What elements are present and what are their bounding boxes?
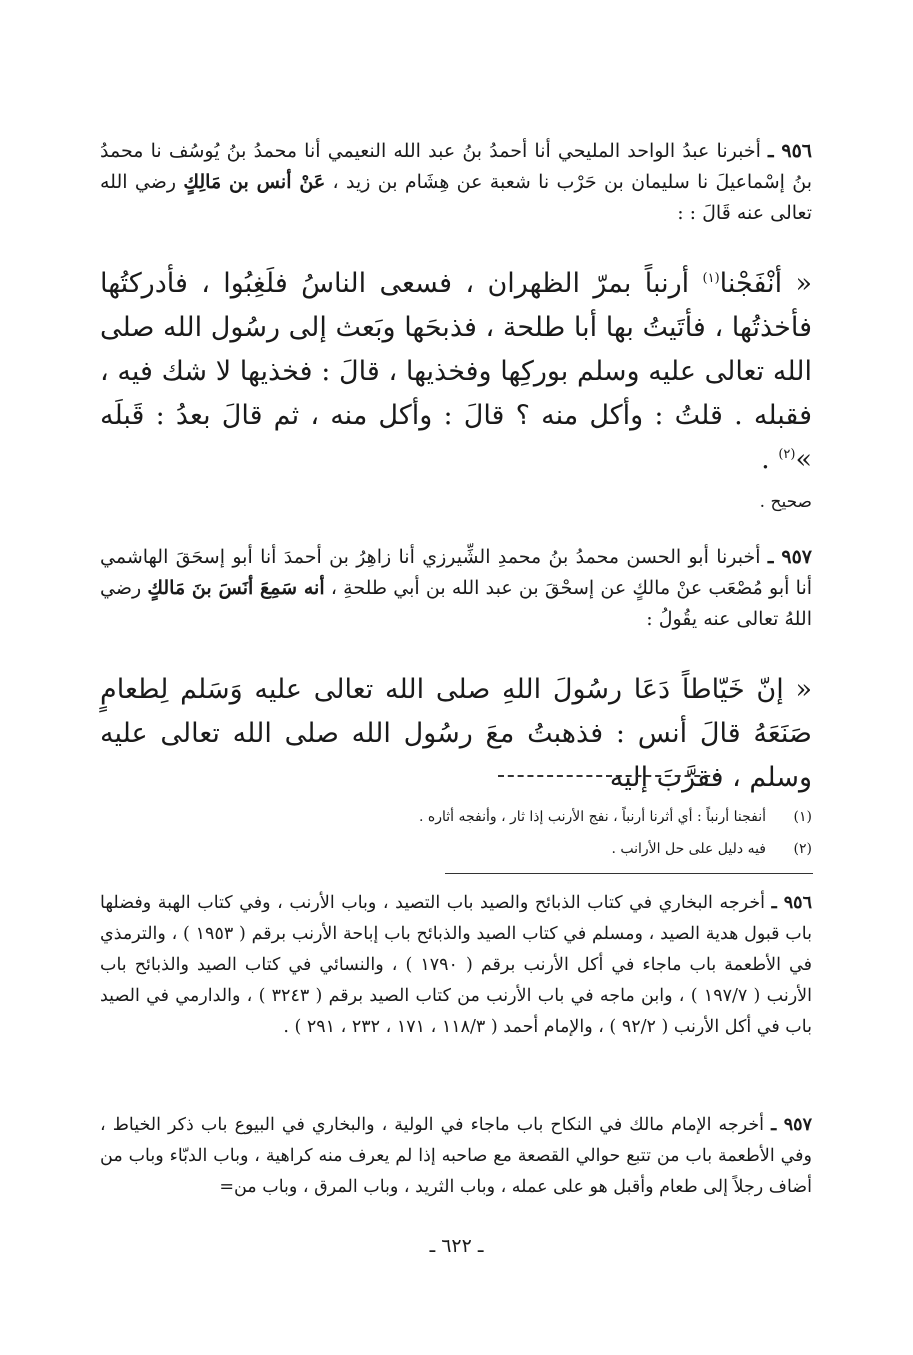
- page-number: ـ ٦٢٢ ـ: [429, 1235, 484, 1257]
- footnote-1-number: (١): [793, 809, 812, 825]
- footnote-2: [100, 838, 812, 860]
- hadith-956-matn-start: « أنْفَجْنا: [719, 268, 812, 299]
- continuation-divider: [498, 775, 720, 777]
- hadith-956-number: ٩٥٦ ـ: [768, 140, 812, 162]
- footnote-ref-2[interactable]: (٢): [778, 447, 796, 462]
- takhrij-957-text: أخرجه الإمام مالك في النكاح باب ماجاء في الولية ، والبخاري في البيوع باب ذكر الخياط ، وفي الأطعمة باب من تتبع حوالي القصعة مع صاحبه إذا لم يعرف منه كراهية ، وباب الدبّاء وباب من أضاف رجلاً إلى طعام وأقبل هو على عمله ، وباب الثريد ، وباب المرق ، وباب من=: [100, 1115, 812, 1197]
- hadith-956-matn: [100, 262, 812, 482]
- hadith-956-isnad-end: رضي الله تعالى عنه قَالَ : :: [100, 171, 812, 224]
- footnote-1-text: أنفجنا أرنباً : أي أثرنا أرنباً ، نفج الأرنب إذا ثار ، وأنفجه أثاره .: [418, 809, 766, 825]
- hadith-957-isnad: [100, 542, 812, 635]
- takhrij-956: [100, 888, 812, 1043]
- footnote-1: [100, 806, 812, 828]
- footnote-2-number: (٢): [793, 841, 812, 857]
- hadith-956-isnad: [100, 136, 812, 229]
- hadith-956-grade: [100, 492, 812, 512]
- hadith-957-narrator: أنه سَمِعَ أنَسَ بنَ مَالكٍ: [147, 577, 325, 599]
- footnote-ref-1[interactable]: (١): [702, 271, 720, 286]
- grade-label: صحيح .: [759, 492, 812, 512]
- takhrij-956-text: أخرجه البخاري في كتاب الذبائح والصيد باب التصيد ، وباب الأرنب ، وفي كتاب الهبة وفضلها باب قبول هدية الصيد ، ومسلم في كتاب الصيد والذبائح باب إباحة الأرنب برقم ( ١٩٥٣ ) ، والترمذي في الأطعمة باب ماجاء في أكل الأرنب برقم ( ١٧٩٠ ) ، والنسائي في كتاب الصيد والذبائح باب الأرنب ( ١٩٧/٧ ) ، وابن ماجه في باب الأرنب من كتاب الصيد برقم ( ٣٢٤٣ ) ، والدارمي في الصيد باب في أكل الأرنب ( ٩٢/٢ ) ، والإمام أحمد ( ١١٨/٣ ، ١٧١ ، ٢٣٢ ، ٢٩١ ) .: [100, 893, 812, 1037]
- hadith-956-matn-text: أرنباً بمرّ الظهران ، فسعى الناسُ فلَغِبُوا ، فأدركتُها فأخذتُها ، فأتَيتُ بها أبا طلحة ، فذبحَها وبَعث إلى رسُول الله صلى الله تعالى عليه وسلم بوركِها وفخذيها ، قالَ : فخذيها لا شك فيه ، فقبله . قلتُ : وأكل منه ؟ قالَ : وأكل منه ، ثم قالَ بعدُ : قَبلَه »: [100, 268, 812, 475]
- takhrij-957-number: ٩٥٧ ـ: [771, 1115, 812, 1135]
- hadith-956-isnad-text: أخبرنا عبدُ الواحد المليحي أنا أحمدُ بنُ عبد الله النعيمي أنا محمدُ بنُ يُوسُف نا محمدُ بنُ إسْماعيلَ نا سليمان بن حَرْب نا شعبة عن هِشَام بن زيد ،: [100, 140, 812, 193]
- takhrij-956-number: ٩٥٦ ـ: [771, 893, 812, 913]
- hadith-957-matn-text: « إنّ خَيّاطاً دَعَا رسُولَ اللهِ صلى الله تعالى عليه وَسَلم لِطعامٍ صَنَعَهُ قالَ أنس : فذهبتُ معَ رسُول الله صلى الله تعالى عليه وسلم ، فقرَّبَ إليه: [100, 674, 812, 793]
- footnote-separator: [445, 873, 813, 874]
- hadith-957-number: ٩٥٧ ـ: [767, 546, 812, 568]
- hadith-956-matn-end: .: [761, 444, 779, 475]
- hadith-957-isnad-text: أخبرنا أبو الحسن محمدُ بنُ محمدِ الشِّيرزي أنا زاهِرُ بن أحمدَ أنا أبو إسحَقَ الهاشمي أنا أبو مُصْعَب عنْ مالكٍ عن إسحْقَ بن عبد الله بن أبي طلحةِ ،: [100, 546, 813, 599]
- hadith-957-isnad-end: رضي اللهُ تعالى عنه يقُولُ :: [100, 577, 812, 630]
- footnote-2-text: فيه دليل على حل الأرانب .: [611, 841, 766, 857]
- hadith-956-narrator: عَنْ أنس بن مَالِكٍ: [183, 171, 326, 193]
- takhrij-957: [100, 1110, 812, 1203]
- hadith-957-matn: [100, 668, 812, 800]
